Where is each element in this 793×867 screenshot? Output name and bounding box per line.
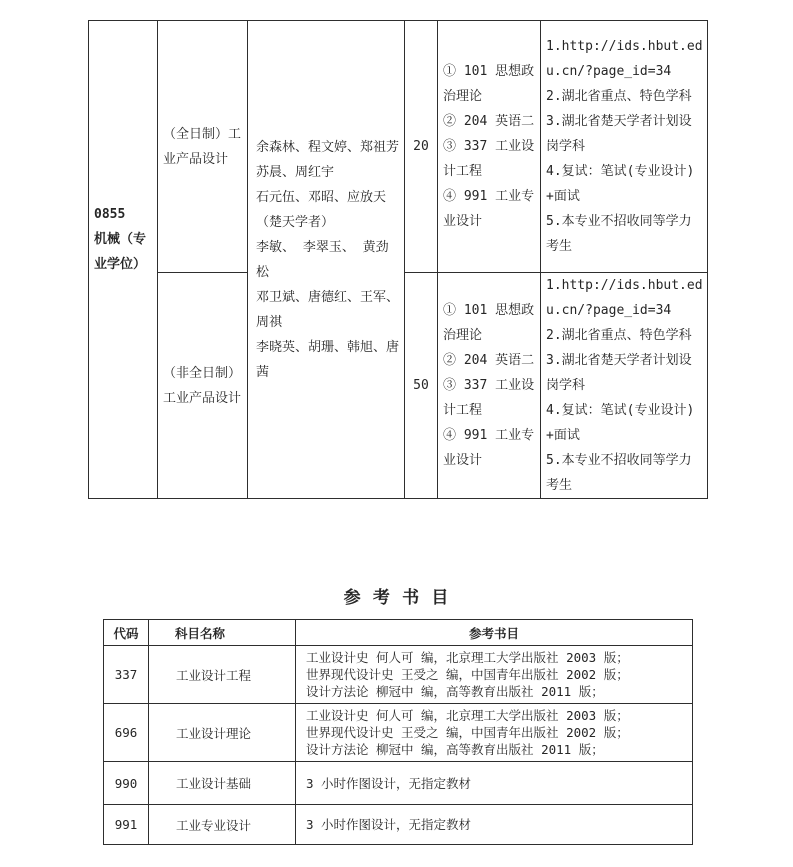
books-cell: 工业设计史 何人可 编，北京理工大学出版社 2003 版； 世界现代设计史 王受之 编，中国青年出版社 2002 版； 设计方法论 柳冠中 编，高等教育出版社 2011 版； [296, 704, 693, 762]
subject-cell: 工业设计工程 [149, 646, 296, 704]
table-row [104, 805, 693, 845]
section-title: 参 考 书 目 [343, 588, 450, 608]
exam-subjects-cell-parttime: ① 101 思想政治理论 ② 204 英语二 ③ 337 工业设计工程 ④ 991 工业专业设计 [438, 273, 541, 499]
header-subject: 科目名称 [149, 620, 296, 646]
admissions-table [88, 20, 708, 499]
remarks-cell-fulltime: 1.http://ids.hbut.edu.cn/?page_id=34 2.湖北省重点、特色学科 3.湖北省楚天学者计划设岗学科 4.复试：笔试(专业设计)+面试 5.本专业不招收同等学力考生 [541, 21, 708, 273]
books-cell: 工业设计史 何人可 编，北京理工大学出版社 2003 版； 世界现代设计史 王受之 编，中国青年出版社 2002 版； 设计方法论 柳冠中 编，高等教育出版社 2011 版； [296, 646, 693, 704]
code-cell: 337 [104, 646, 149, 704]
table-row [89, 21, 708, 273]
table-row [104, 646, 693, 704]
code-cell: 990 [104, 762, 149, 805]
books-cell: 3 小时作图设计，无指定教材 [296, 762, 693, 805]
reference-table [103, 619, 693, 845]
table-row [104, 704, 693, 762]
subject-cell: 工业专业设计 [149, 805, 296, 845]
header-books: 参考书目 [296, 620, 693, 646]
quota-cell-fulltime: 20 [405, 21, 438, 273]
quota-cell-parttime: 50 [405, 273, 438, 499]
remarks-cell-parttime: 1.http://ids.hbut.edu.cn/?page_id=34 2.湖北省重点、特色学科 3.湖北省楚天学者计划设岗学科 4.复试：笔试(专业设计)+面试 5.本专业不招收同等学力考生 [541, 273, 708, 499]
direction-cell-fulltime: （全日制）工业产品设计 [158, 21, 248, 273]
exam-subjects-cell-fulltime: ① 101 思想政治理论 ② 204 英语二 ③ 337 工业设计工程 ④ 991 工业专业设计 [438, 21, 541, 273]
books-cell: 3 小时作图设计，无指定教材 [296, 805, 693, 845]
program-cell: 0855 机械（专业学位） [89, 21, 158, 499]
table-header-row [104, 620, 693, 646]
subject-cell: 工业设计理论 [149, 704, 296, 762]
direction-cell-parttime: （非全日制）工业产品设计 [158, 273, 248, 499]
supervisors-cell: 余森林、程文婷、郑祖芳 苏晨、周红宇 石元伍、邓昭、应放天（楚天学者） 李敏、 李翠玉、 黄劲松 邓卫斌、唐德红、王军、周祺 李晓英、胡珊、韩旭、唐茜 [248, 21, 405, 499]
table-row [104, 762, 693, 805]
code-cell: 696 [104, 704, 149, 762]
header-code: 代码 [104, 620, 149, 646]
subject-cell: 工业设计基础 [149, 762, 296, 805]
code-cell: 991 [104, 805, 149, 845]
